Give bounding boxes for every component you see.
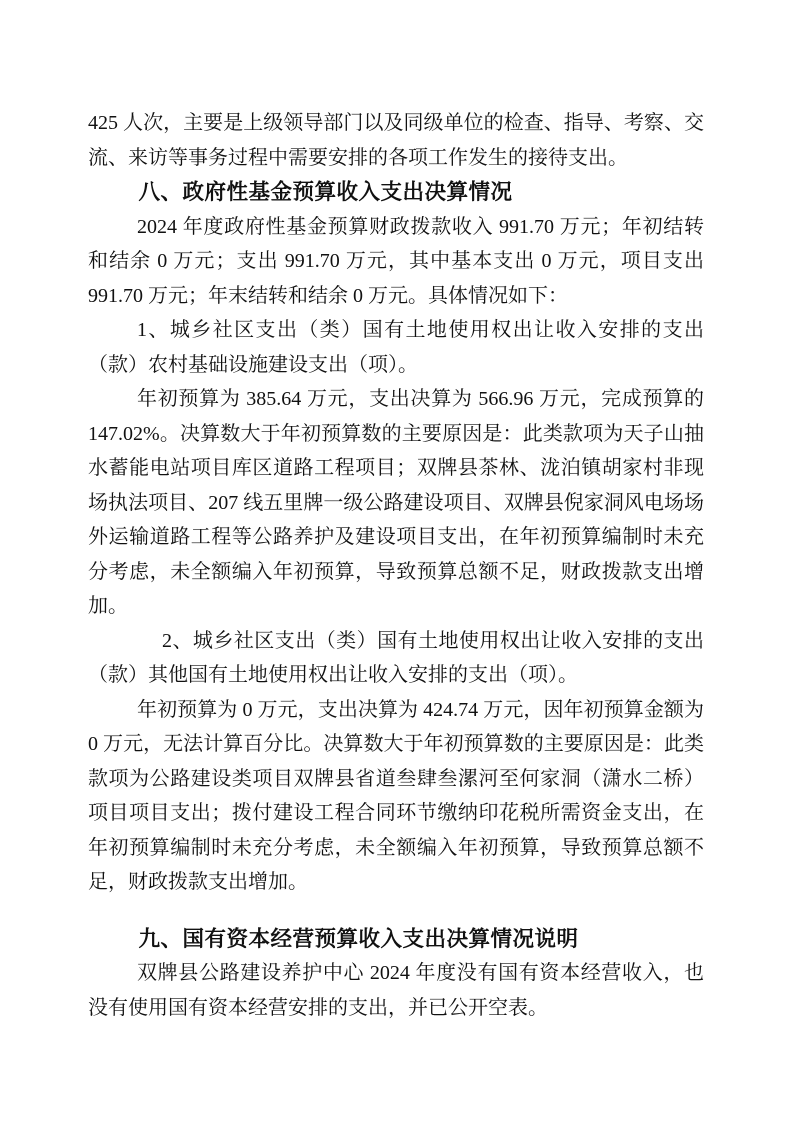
paragraph-item1-detail: 年初预算为 385.64 万元，支出决算为 566.96 万元，完成预算的 147.02%。决算数大于年初预算数的主要原因是：此类款项为天子山抽水蓄能电站项目库区道路工程项目；双牌县茶林、泷泊镇胡家村非现场执法项目、207 线五里牌一级公路建设项目、双牌县倪家洞风电场场外运输道路工程等公路养护及建设项目支出，在年初预算编制时未充分考虑，未全额编入年初预算，导致预算总额不足，财政拨款支出增加。 bbox=[88, 388, 704, 617]
paragraph-item2-detail: 年初预算为 0 万元，支出决算为 424.74 万元，因年初预算金额为 0 万元，无法计算百分比。决算数大于年初预算数的主要原因是：此类款项为公路建设类项目双牌县省道叁肆叁漯河至何家洞（潇水二桥）项目项目支出；拨付建设工程合同环节缴纳印花税所需资金支出，在年初预算编制时未充分考虑，未全额编入年初预算，导致预算总额不足，财政拨款支出增加。 bbox=[88, 698, 704, 893]
paragraph-item2-title: 2、城乡社区支出（类）国有土地使用权出让收入安排的支出（款）其他国有土地使用权出让收入安排的支出（项）。 bbox=[88, 629, 704, 686]
section-heading-8-gov-fund-budget: 八、政府性基金预算收入支出决算情况 bbox=[138, 180, 513, 204]
document-text-area bbox=[88, 106, 704, 1025]
paragraph-gov-fund-summary: 2024 年度政府性基金预算财政拨款收入 991.70 万元；年初结转和结余 0 万元；支出 991.70 万元，其中基本支出 0 万元，项目支出 991.70 万元；年末结转和结余 0 万元。具体情况如下： bbox=[88, 215, 704, 307]
section-heading-9-soe-budget: 九、国有资本经营预算收入支出决算情况说明 bbox=[138, 926, 579, 951]
paragraph-reception-continuation: 425 人次，主要是上级领导部门以及同级单位的检查、指导、考察、交流、来访等事务过程中需要安排的各项工作发生的接待支出。 bbox=[88, 112, 704, 169]
paragraph-soe-budget: 双牌县公路建设养护中心 2024 年度没有国有资本经营收入，也没有使用国有资本经营安排的支出，并已公开空表。 bbox=[88, 962, 704, 1019]
paragraph-item1-title: 1、城乡社区支出（类）国有土地使用权出让收入安排的支出（款）农村基础设施建设支出（项）。 bbox=[88, 319, 704, 376]
